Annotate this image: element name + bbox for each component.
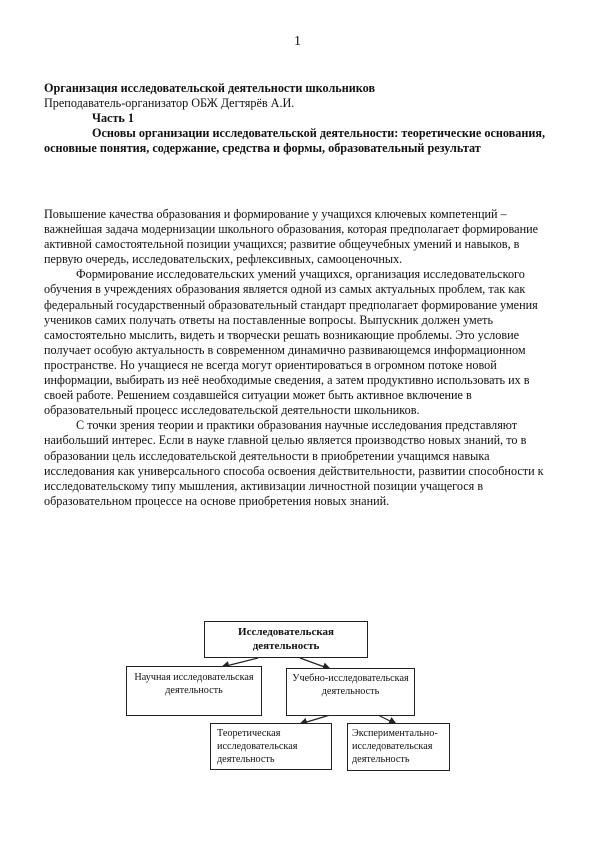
arrow-root-to-educational xyxy=(300,658,330,669)
body-text xyxy=(44,207,556,509)
section-title: Основы организации исследовательской деятельности: теоретические основания, основные понятия, содержание, средства и формы, образовательный результат xyxy=(44,126,546,155)
diagram-box-scientific: Научная исследовательская деятельность xyxy=(126,666,262,716)
page-number: 1 xyxy=(294,34,301,49)
document-header xyxy=(44,81,564,156)
arrow-educational-to-theoretical xyxy=(300,712,340,724)
arrow-educational-to-experimental xyxy=(372,712,396,724)
paragraph-3: С точки зрения теории и практики образования научные исследования представляют наибольший интерес. Если в науке главной целью является производство новых знаний, то в образовании цель исследовательской деятельности в приобретении учащимся навыка исследования как универсального способа освоения действительности, развитии способности к исследовательскому типу мышления, активизации личностной позиции учащегося в образовательном процессе на основе приобретения новых знаний. xyxy=(44,418,544,508)
diagram-box-experimental: Экспериментально-исследовательская деятельность xyxy=(347,723,450,771)
diagram-box-theoretical: Теоретическая исследовательская деятельность xyxy=(210,723,332,770)
document-title: Организация исследовательской деятельности школьников xyxy=(44,81,376,95)
author-line: Преподаватель-организатор ОБЖ Дегтярёв А.И. xyxy=(44,96,295,110)
diagram-box-root: Исследовательская деятельность xyxy=(204,621,368,658)
arrow-root-to-scientific xyxy=(222,658,258,667)
paragraph-1: Повышение качества образования и формирование у учащихся ключевых компетенций – важнейшая задача модернизации школьного образования, которая предполагает формирование активной самостоятельной позиции учащихся; развитие общеучебных умений и навыков, в первую очередь, исследовательских, рефлексивных, самооценочных. xyxy=(44,207,539,267)
paragraph-2: Формирование исследовательских умений учащихся, организация исследовательского обучения в учреждениях образования является одной из самых актуальных проблем, так как федеральный государственный образовательный стандарт предполагает формирование умения учеников самих получать ответы на поставленные вопросы. Выпускник должен уметь самостоятельно мыслить, видеть и творчески решать возникающие проблемы. Это условие получает особую актуальность в современном динамично развивающемся информационном пространстве. Но учащиеся не всегда могут ориентироваться в огромном потоке новой информации, выбирать из неё необходимые сведения, а затем продуктивно использовать их в своей работе. Решением создавшейся ситуации может быть активное включение в образовательный процесс исследовательской деятельности школьников. xyxy=(44,267,538,418)
part-label: Часть 1 xyxy=(92,111,135,125)
diagram-box-educational: Учебно-исследовательская деятельность xyxy=(286,668,415,716)
